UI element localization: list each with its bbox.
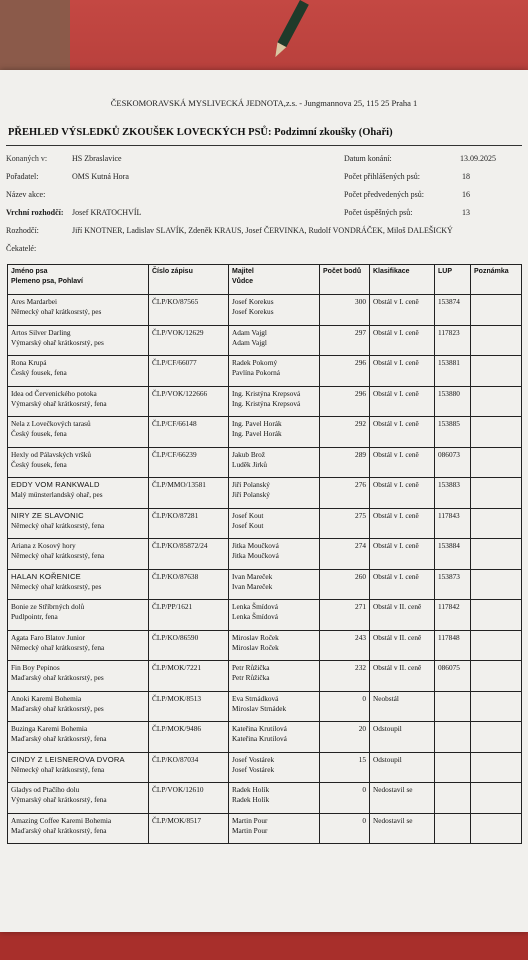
cell-name <box>8 813 149 844</box>
owner-name: Radek Holík <box>232 785 270 794</box>
dog-breed: Český fousek, fena <box>11 429 67 438</box>
predvedenych-value: 16 <box>462 190 470 199</box>
handler-name: Ing. Pavel Horák <box>232 429 282 438</box>
dog-breed: Německý ohař krátkosrstý, fena <box>11 551 105 560</box>
header-jmeno: Jméno psa <box>11 268 48 275</box>
cell-class: Obstál v I. ceně <box>370 386 435 417</box>
cell-class: Nedostavil se <box>370 813 435 844</box>
cell-reg: ČLP/KO/87281 <box>149 508 229 539</box>
cell-name <box>8 691 149 722</box>
title-divider <box>6 145 522 146</box>
handler-name: Luděk Jirků <box>232 459 268 469</box>
dog-name: Ares Mardarbei <box>11 297 57 306</box>
table-header-row <box>8 265 522 295</box>
cell-points: 232 <box>320 661 370 692</box>
table-row <box>8 813 522 844</box>
cell-note <box>471 478 522 509</box>
cell-lup: 086075 <box>435 661 471 692</box>
cell-lup: 086073 <box>435 447 471 478</box>
cell-class: Obstál v II. ceně <box>370 600 435 631</box>
meta-konanych <box>6 154 47 163</box>
cell-reg: ČLP/MOK/9486 <box>149 722 229 753</box>
cell-lup: 117823 <box>435 325 471 356</box>
cell-owner <box>229 417 320 448</box>
cell-points: 20 <box>320 722 370 753</box>
dog-name: Fin Boy Pepinos <box>11 663 60 672</box>
owner-name: Martin Pour <box>232 815 268 825</box>
cell-class: Obstál v I. ceně <box>370 508 435 539</box>
cell-name <box>8 630 149 661</box>
cell-lup <box>435 783 471 814</box>
cekatele-label: Čekatelé: <box>6 244 37 253</box>
table-row <box>8 722 522 753</box>
handler-name: Adam Vajgl <box>232 337 267 347</box>
cell-reg: ČLP/CF/66239 <box>149 447 229 478</box>
cell-owner <box>229 630 320 661</box>
desk-background-bottom <box>0 930 528 960</box>
cell-points: 0 <box>320 783 370 814</box>
dog-name: Artos Silver Darling <box>11 327 71 337</box>
cell-name <box>8 356 149 387</box>
desk-background <box>0 0 528 75</box>
col-header-lup: LUP <box>435 265 471 295</box>
cell-lup <box>435 691 471 722</box>
cell-owner <box>229 569 320 600</box>
cell-points: 0 <box>320 691 370 722</box>
cell-note <box>471 661 522 692</box>
cell-reg: ČLP/PP/1621 <box>149 600 229 631</box>
cell-owner <box>229 752 320 783</box>
cell-reg: ČLP/KO/85872/24 <box>149 539 229 570</box>
cell-points: 243 <box>320 630 370 661</box>
dog-breed: Německý ohař krátkosrstý, fena <box>11 520 105 530</box>
handler-name: Ing. Kristýna Krepsová <box>232 398 301 408</box>
dog-name: Idea od Červenického potoka <box>11 388 97 398</box>
owner-name: Kateřina Krutilová <box>232 724 287 733</box>
cell-owner <box>229 478 320 509</box>
dog-breed: Český fousek, fena <box>11 459 67 469</box>
owner-name: Eva Strnádková <box>232 693 279 703</box>
owner-name: Ing. Pavel Horák <box>232 419 282 428</box>
table-row <box>8 508 522 539</box>
cell-class: Obstál v I. ceně <box>370 447 435 478</box>
table-row <box>8 356 522 387</box>
cell-class: Obstál v I. ceně <box>370 325 435 356</box>
konanych-label: Konaných v: <box>6 154 48 163</box>
dog-name: NIRY ZE SLAVONIC <box>11 510 84 520</box>
poradatel-label: Pořadatel: <box>6 172 39 181</box>
owner-name: Josef Korekus <box>232 297 274 306</box>
dog-name: CINDY Z LEISNEROVA DVORA <box>11 754 125 764</box>
cell-reg: ČLP/CF/66077 <box>149 356 229 387</box>
cell-name <box>8 478 149 509</box>
cell-note <box>471 752 522 783</box>
dog-name: HALAN KOŘENICE <box>11 571 81 581</box>
cell-points: 274 <box>320 539 370 570</box>
cell-owner <box>229 722 320 753</box>
cell-lup: 153881 <box>435 356 471 387</box>
dog-breed: Maďarský ohař krátkosrstý, fena <box>11 734 107 743</box>
dog-name: Gladys od Ptačího dolu <box>11 785 80 794</box>
col-header-owner <box>229 265 320 295</box>
cell-class: Obstál v I. ceně <box>370 539 435 570</box>
cell-note <box>471 295 522 326</box>
handler-name: Miroslav Strnádek <box>232 703 287 713</box>
dog-name: Hexly od Pálavských vršků <box>11 449 92 459</box>
poradatel-value: OMS Kutná Hora <box>72 172 129 181</box>
handler-name: Josef Kout <box>232 520 264 530</box>
cell-name <box>8 386 149 417</box>
dog-name: Buzinga Karemi Bohemia <box>11 724 88 733</box>
prihlasenych-label: Počet přihlášených psů: <box>344 172 420 181</box>
cell-owner <box>229 325 320 356</box>
datum-value: 13.09.2025 <box>460 154 496 163</box>
cell-reg: ČLP/VOK/12610 <box>149 783 229 814</box>
dog-name: Anoki Karemi Bohemia <box>11 693 82 703</box>
cell-note <box>471 813 522 844</box>
header-majitel: Majitel <box>232 268 254 275</box>
cell-lup: 153873 <box>435 569 471 600</box>
cell-class: Obstál v I. ceně <box>370 356 435 387</box>
cell-note <box>471 386 522 417</box>
cell-owner <box>229 447 320 478</box>
dog-breed: Maďarský ohař krátkosrstý, fena <box>11 825 107 835</box>
dog-name: Agata Faro Blatov Junior <box>11 632 85 642</box>
cell-reg: ČLP/KO/87638 <box>149 569 229 600</box>
cell-name <box>8 783 149 814</box>
dog-name: Rona Krupá <box>11 358 47 367</box>
cell-reg: ČLP/VOK/12629 <box>149 325 229 356</box>
col-header-reg: Číslo zápisu <box>149 265 229 295</box>
dog-name: EDDY VOM RANKWALD <box>11 480 100 489</box>
table-row <box>8 691 522 722</box>
results-table <box>7 264 522 844</box>
predvedenych-label: Počet předvedených psů: <box>344 190 424 199</box>
dog-breed: Německý ohař krátkosrstý, pes <box>11 581 102 591</box>
table-row <box>8 569 522 600</box>
dog-name: Amazing Coffee Karemi Bohemia <box>11 815 112 825</box>
cell-name <box>8 722 149 753</box>
cell-note <box>471 325 522 356</box>
cell-note <box>471 569 522 600</box>
dog-breed: Německý ohař krátkosrstý, pes <box>11 307 102 316</box>
uspesnych-label: Počet úspěšných psů: <box>344 208 413 217</box>
owner-name: Adam Vajgl <box>232 327 267 337</box>
cell-name <box>8 417 149 448</box>
owner-name: Jitka Moučková <box>232 541 279 550</box>
dog-name: Nela z Lovečkových tarasů <box>11 419 91 428</box>
table-row <box>8 539 522 570</box>
cell-note <box>471 539 522 570</box>
cell-reg: ČLP/KO/87565 <box>149 295 229 326</box>
handler-name: Ivan Mareček <box>232 581 273 591</box>
handler-name: Josef Vostárek <box>232 764 275 774</box>
cell-note <box>471 600 522 631</box>
cell-points: 271 <box>320 600 370 631</box>
cell-points: 297 <box>320 325 370 356</box>
cell-points: 292 <box>320 417 370 448</box>
dog-breed: Malý münsterlandský ohař, pes <box>11 490 103 499</box>
handler-name: Kateřina Krutilová <box>232 734 287 743</box>
cell-name <box>8 539 149 570</box>
dog-name: Ariana z Kosový hory <box>11 541 76 550</box>
cell-points: 300 <box>320 295 370 326</box>
cell-owner <box>229 691 320 722</box>
col-header-class: Klasifikace <box>370 265 435 295</box>
owner-name: Ivan Mareček <box>232 571 273 581</box>
cell-name <box>8 752 149 783</box>
cell-reg: ČLP/MOK/8513 <box>149 691 229 722</box>
handler-name: Pavlína Pokorná <box>232 368 281 377</box>
dog-breed: Německý ohař krátkosrstý, fena <box>11 764 105 774</box>
cell-reg: ČLP/MOK/8517 <box>149 813 229 844</box>
cell-lup <box>435 722 471 753</box>
dog-breed: Maďarský ohař krátkosrstý, pes <box>11 703 104 713</box>
table-row <box>8 478 522 509</box>
cell-class: Obstál v I. ceně <box>370 569 435 600</box>
cell-class: Obstál v I. ceně <box>370 478 435 509</box>
cell-lup: 153885 <box>435 417 471 448</box>
cell-points: 260 <box>320 569 370 600</box>
handler-name: Petr Růžička <box>232 673 270 682</box>
nazev-akce-label: Název akce: <box>6 190 46 199</box>
col-header-points: Počet bodů <box>320 265 370 295</box>
cell-reg: ČLP/VOK/122666 <box>149 386 229 417</box>
cell-reg: ČLP/CF/66148 <box>149 417 229 448</box>
cell-lup: 153880 <box>435 386 471 417</box>
dog-name: Bonie ze Stříbrných dolů <box>11 602 85 611</box>
handler-name: Lenka Šmídová <box>232 612 279 621</box>
cell-name <box>8 569 149 600</box>
cell-points: 296 <box>320 386 370 417</box>
table-row <box>8 447 522 478</box>
cell-points: 15 <box>320 752 370 783</box>
handler-name: Jiří Polanský <box>232 490 270 499</box>
cell-name <box>8 447 149 478</box>
cell-note <box>471 356 522 387</box>
cell-class: Odstoupil <box>370 722 435 753</box>
cell-note <box>471 691 522 722</box>
cell-class: Obstál v I. ceně <box>370 417 435 448</box>
cell-note <box>471 417 522 448</box>
cell-reg: ČLP/MMO/13581 <box>149 478 229 509</box>
cell-owner <box>229 783 320 814</box>
cell-note <box>471 508 522 539</box>
cell-name <box>8 600 149 631</box>
cell-lup: 153883 <box>435 478 471 509</box>
cell-class: Obstál v I. ceně <box>370 295 435 326</box>
table-row <box>8 630 522 661</box>
uspesnych-value: 13 <box>462 208 470 217</box>
dog-breed: Český fousek, fena <box>11 368 67 377</box>
col-header-note: Poznámka <box>471 265 522 295</box>
cell-owner <box>229 600 320 631</box>
table-row <box>8 417 522 448</box>
cell-lup <box>435 752 471 783</box>
cell-reg: ČLP/MOK/7221 <box>149 661 229 692</box>
cell-class: Nedostavil se <box>370 783 435 814</box>
dog-breed: Výmarský ohař krátkosrstý, fena <box>11 398 107 408</box>
datum-label: Datum konání: <box>344 154 392 163</box>
table-row <box>8 325 522 356</box>
dog-breed: Německý ohař krátkosrstý, fena <box>11 642 105 652</box>
dog-breed: Pudlpointr, fena <box>11 612 58 621</box>
cell-note <box>471 722 522 753</box>
cell-lup: 153884 <box>435 539 471 570</box>
handler-name: Josef Korekus <box>232 307 274 316</box>
dog-breed: Maďarský ohař krátkosrstý, pes <box>11 673 104 682</box>
dog-breed: Výmarský ohař krátkosrstý, fena <box>11 795 107 804</box>
owner-name: Lenka Šmídová <box>232 602 279 611</box>
table-row <box>8 386 522 417</box>
handler-name: Jitka Moučková <box>232 551 279 560</box>
handler-name: Martin Pour <box>232 825 268 835</box>
handler-name: Radek Holík <box>232 795 270 804</box>
cell-owner <box>229 508 320 539</box>
owner-name: Ing. Kristýna Krepsová <box>232 388 301 398</box>
table-row <box>8 295 522 326</box>
table-row <box>8 752 522 783</box>
cell-owner <box>229 295 320 326</box>
cell-owner <box>229 356 320 387</box>
owner-name: Petr Růžička <box>232 663 270 672</box>
cell-lup: 117842 <box>435 600 471 631</box>
cell-points: 289 <box>320 447 370 478</box>
cell-lup: 117843 <box>435 508 471 539</box>
owner-name: Jiří Polanský <box>232 480 270 489</box>
table-row <box>8 661 522 692</box>
table-row <box>8 783 522 814</box>
cell-name <box>8 325 149 356</box>
rozhodci-value: Jiří KNOTNER, Ladislav SLAVÍK, Zdeněk KRAUS, Josef ČERVINKA, Rudolf VONDRÁČEK, Miloš DALEŠICKÝ <box>72 226 453 235</box>
cell-owner <box>229 386 320 417</box>
vrchni-rozhodci-value: Josef KRATOCHVÍL <box>72 208 142 217</box>
col-header-name <box>8 265 149 295</box>
vrchni-rozhodci-label: Vrchní rozhodčí: <box>6 208 64 217</box>
cell-lup: 153874 <box>435 295 471 326</box>
prihlasenych-value: 18 <box>462 172 470 181</box>
organization-header: ČESKOMORAVSKÁ MYSLIVECKÁ JEDNOTA,z.s. - Jungmannova 25, 115 25 Praha 1 <box>110 98 418 108</box>
cell-lup <box>435 813 471 844</box>
cell-note <box>471 630 522 661</box>
cell-reg: ČLP/KO/86590 <box>149 630 229 661</box>
cell-owner <box>229 539 320 570</box>
cell-points: 296 <box>320 356 370 387</box>
header-vudce: Vůdce <box>232 278 254 285</box>
cell-note <box>471 447 522 478</box>
cell-points: 275 <box>320 508 370 539</box>
rozhodci-label: Rozhodčí: <box>6 226 39 235</box>
cell-name <box>8 508 149 539</box>
owner-name: Jakub Brož <box>232 449 266 459</box>
cell-points: 0 <box>320 813 370 844</box>
cell-points: 276 <box>320 478 370 509</box>
cell-class: Odstoupil <box>370 752 435 783</box>
konanych-value: HS Zbraslavice <box>72 154 122 163</box>
cell-class: Neobstál <box>370 691 435 722</box>
document-title: PŘEHLED VÝSLEDKŮ ZKOUŠEK LOVECKÝCH PSŮ: Podzimní zkoušky (Ohaři) <box>8 127 393 138</box>
desk-shadow <box>0 0 70 75</box>
owner-name: Josef Kout <box>232 510 264 520</box>
cell-reg: ČLP/KO/87034 <box>149 752 229 783</box>
header-plemeno: Plemeno psa, Pohlaví <box>11 278 83 285</box>
cell-name <box>8 661 149 692</box>
dog-breed: Výmarský ohař krátkosrstý, pes <box>11 337 104 347</box>
cell-owner <box>229 813 320 844</box>
handler-name: Miroslav Roček <box>232 642 279 652</box>
cell-name <box>8 295 149 326</box>
owner-name: Josef Vostárek <box>232 754 275 764</box>
cell-owner <box>229 661 320 692</box>
cell-lup: 117848 <box>435 630 471 661</box>
cell-note <box>471 783 522 814</box>
owner-name: Radek Pokorný <box>232 358 278 367</box>
table-row <box>8 600 522 631</box>
cell-class: Obstál v II. ceně <box>370 661 435 692</box>
cell-class: Obstál v II. ceně <box>370 630 435 661</box>
owner-name: Miroslav Roček <box>232 632 279 642</box>
